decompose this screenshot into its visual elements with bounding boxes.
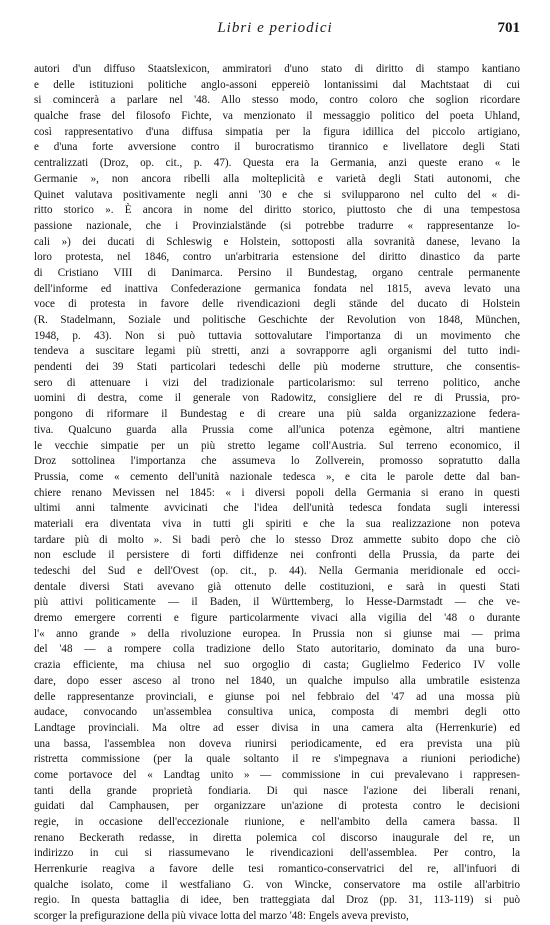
- text-line: ultimi anni talmente avvicinati che l'idea dell'unità tedesca fondata sugli interessi: [34, 502, 520, 515]
- text-line: audace, convocando un'assemblea consultiva unica, composta di membri degli otto: [34, 706, 520, 719]
- text-line: qualche isolato, come il westfaliano G. von Wincke, conservatore ma ostile all'arbitrio: [34, 878, 520, 891]
- running-title: Libri e periodici: [217, 20, 333, 36]
- text-line: così rappresentativo d'una diffusa simpatia per la figura idillica del piccolo artigiano,: [34, 125, 520, 138]
- text-line: Landtage provinciali. Ma oltre ad esser divisa in una camera alta (Herrenkurie) ed: [34, 721, 520, 734]
- text-line: una bassa, l'assemblea non doveva riunirsi periodicamente, ed era prevista una più: [34, 737, 520, 750]
- page-number: 701: [497, 20, 520, 36]
- text-line: Quinet valutava positivamente negli anni '30 e che si svilupparono nel culto del « di-: [34, 188, 520, 201]
- text-line: Droz sottolinea l'importanza che assumeva lo Zollverein, promosso sopratutto dalla: [34, 455, 520, 468]
- text-line: e delle istituzioni politiche anglo-assoni eppereiò lontanissimi dal Machtstaat di cui: [34, 78, 520, 91]
- text-line: materiali era diventata viva in tutti gli spiriti e che la sua realizzazione non poteva: [34, 517, 520, 530]
- text-line: sero di attenuare i vizi del tradizionale particolarismo: sul terreno politico, anche: [34, 376, 520, 389]
- text-line: ristretta commissione (per la quale soltanto il re s'impegnava a riunioni periodiche): [34, 753, 520, 766]
- text-line: di Cristiano VIII di Danimarca. Persino il Bundestag, organo centrale permanente: [34, 266, 520, 279]
- text-line: (R. Stadelmann, Soziale und politische Geschichte der Revolution von 1848, München,: [34, 314, 520, 326]
- text-line: tendeva a suscitare legami più stretti, anzi a sovrapporre agli organismi del tutto indi-: [34, 345, 520, 358]
- running-header: [0, 20, 550, 42]
- text-line: Prussia, come « cemento dell'unità nazionale tedesca », e cita le parole dette dal ban-: [34, 470, 520, 483]
- text-line: loro protesta, nel 1846, contro un'arbitraria estensione del diritto dinastico da parte: [34, 251, 520, 264]
- text-line: pongono di riformare il Bundestag e di creare una più salda organizzazione federa-: [34, 408, 520, 421]
- text-line: tedeschi del Sud e dell'Ovest (op. cit., p. 44). Nella Germania meridionale ed occi-: [34, 565, 520, 577]
- text-line: chiere renano Mevissen nel 1845: « i diversi popoli della Germania si erano in questi: [34, 486, 520, 499]
- text-line: tanti della grande proprietà fondiaria. Di qui nasce l'azione dei liberali renani,: [34, 784, 520, 797]
- text-line: si comincerà a parlare nel '48. Allo stesso modo, contro coloro che soglion ricordare: [34, 94, 520, 107]
- text-line: passione nazionale, che i Provinzialstände (si potrebbe tradurre « rappresentanze lo-: [34, 219, 520, 232]
- text-line: non esclude il persistere di forti diffidenze nei confronti della Prussia, da parte dei: [34, 549, 520, 562]
- text-line: ritto storico ». È ancora in nome del diritto storico, piuttosto che di una tempestosa: [34, 204, 520, 217]
- text-line: delle rappresentanze provinciali, e giunse poi nel febbraio del '47 ad una mossa più: [34, 690, 520, 703]
- text-line: cali ») dei ducati di Schleswig e Holstein, sottoposti alla sovranità danese, levano la: [34, 235, 520, 248]
- text-line: dare, dopo esser asceso al trono nel 1840, un qualche impulso alla umbratile esistenza: [34, 674, 520, 687]
- text-line: centralizzati (Droz, op. cit., p. 47). Questa era la Germania, anzi queste erano « le: [34, 157, 520, 170]
- text-line: uomini di destra, come il generale von Radowitz, consigliere del re di Prussia, pro-: [34, 392, 520, 405]
- text-line: qualche frase del filosofo Fichte, va menzionato il messaggio politico del poeta Uhland,: [34, 110, 520, 123]
- text-line: l'« anno grande » della rivoluzione europea. In Prussia non si giunse mai — prima: [34, 627, 520, 640]
- text-line: Germanie », non ancora ribelli alla molteplicità e varietà degli Stati autonomi, che: [34, 172, 520, 185]
- text-line: scorger la prefigurazione della più vivace lotta del marzo '48: Engels aveva previsto,: [34, 910, 409, 923]
- text-line: 1948, p. 43). Non si può tuttavia sottovalutare l'importanza di un movimento che: [34, 329, 520, 342]
- text-line: del '48 — a rompere colla tradizione dello Stato autoritario, dominato da una buro-: [34, 643, 520, 656]
- text-line: dell'informe ed inattiva Confederazione germanica fondata nel 1815, aveva levato una: [34, 282, 520, 295]
- text-line: renano Beckerath redasse, in diretta polemica col discorso inaugurale del re, un: [34, 831, 520, 844]
- text-line: regio. In questa battaglia di idee, ben tratteggiata dal Droz (pp. 31, 113-119) si può: [34, 894, 520, 907]
- text-line: voce di protesta in favore delle rivendicazioni degli stände del ducato di Holstein: [34, 298, 520, 311]
- text-line: tardare più di molto ». Si badi però che lo stesso Droz ammette subito dopo che ciò: [34, 533, 520, 546]
- text-line: più attivi politicamente — il Baden, il Württemberg, lo Hesse-Darmstadt — che ve-: [34, 596, 520, 609]
- text-line: e d'una forte avversione contro il burocratismo tirannico e livellatore degli Stati: [34, 141, 520, 154]
- text-line: Herrenkurie reagiva a favore delle tesi romantico-conservatrici del re, all'infuori di: [34, 863, 520, 876]
- text-line: le vecchie simpatie per un più stretto legame coll'Austria. Sul terreno economico, il: [34, 439, 520, 452]
- text-line: crazia efficiente, ma chiusa nel suo orgoglio di casta; Guglielmo Federico IV volle: [34, 659, 520, 672]
- text-line: autori d'un diffuso Staatslexicon, ammiratori d'uno stato di diritto di stampo kantiano: [34, 63, 520, 75]
- text-line: guidati dal Camphausen, per organizzare un'azione di protesta contro le decisioni: [34, 800, 520, 813]
- text-line: tiva. Qualcuno guarda alla Prussia come all'unica potenza egèmone, altri mantiene: [34, 423, 520, 436]
- text-line: indirizzo in cui si riassumevano le rivendicazioni dell'assemblea. Per contro, la: [34, 847, 520, 860]
- text-line: come portavoce del « Landtag unito » — commissione in cui prevalevano i rappresen-: [34, 768, 520, 781]
- text-line: dentale diversi Stati avevano già ottenuto delle costituzioni, e sarà in questi Stati: [34, 580, 520, 593]
- text-line: dremo emergere correnti e figure particolarmente vivaci alla vigilia del '48 o durante: [34, 612, 520, 625]
- body-text: [34, 62, 520, 925]
- text-line: pendenti dei 39 Stati particolari tedeschi delle più moderne strutture, che consentis-: [34, 361, 520, 374]
- text-line: regie, in occasione dell'eccezionale riunione, e nell'ambito della camera bassa. Il: [34, 816, 520, 828]
